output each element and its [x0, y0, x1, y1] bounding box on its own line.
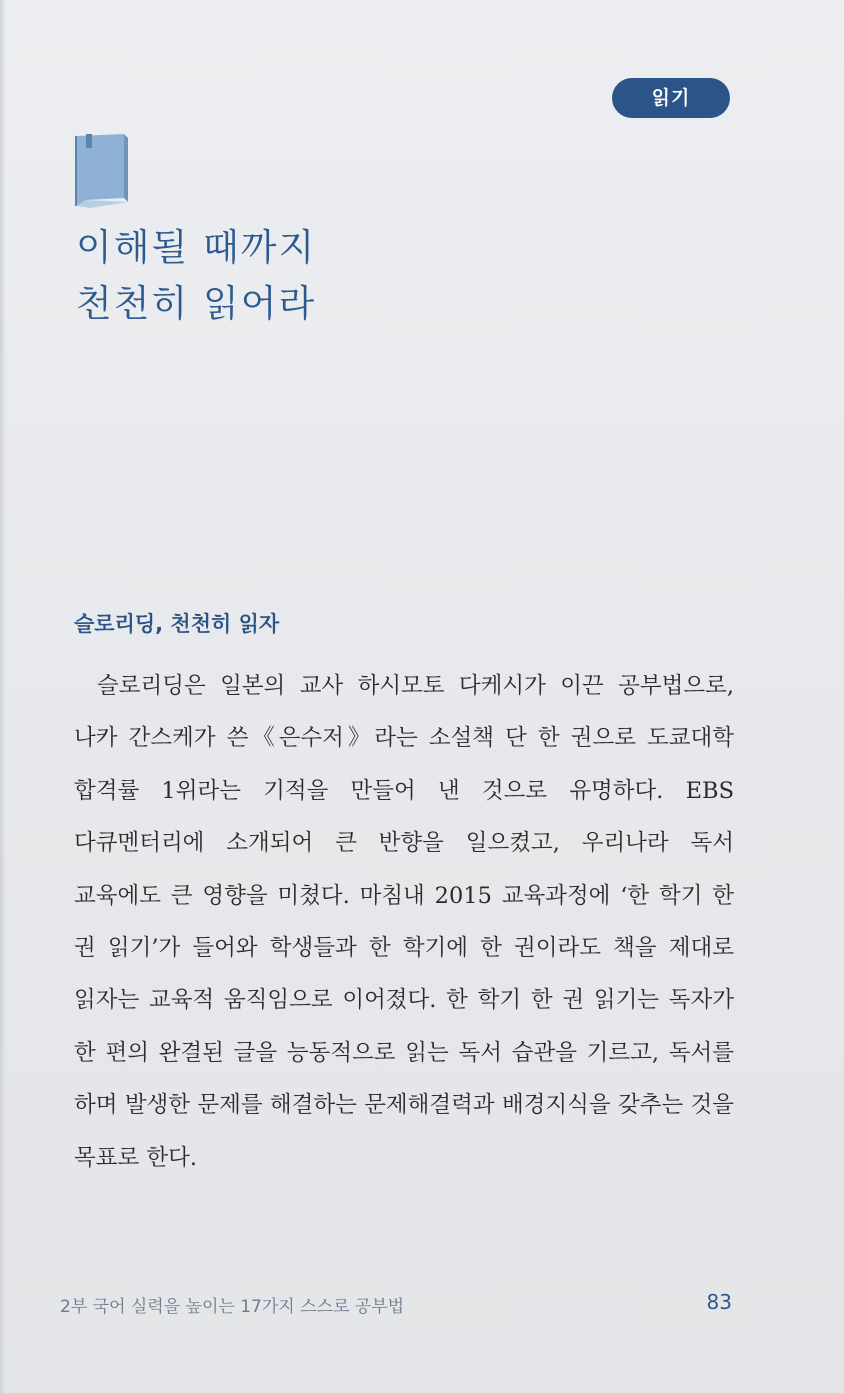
section-tag-label: 읽기: [651, 87, 691, 109]
section-tag: [612, 78, 730, 118]
page-number: 83: [706, 1290, 732, 1314]
section-heading: 슬로리딩, 천천히 읽자: [74, 612, 280, 636]
page-edge-shadow: [0, 0, 6, 1393]
chapter-title: [76, 220, 316, 332]
body-paragraph: 슬로리딩은 일본의 교사 하시모토 다케시가 이끈 공부법으로, 나카 간스케가 쓴《은수저》라는 소설책 단 한 권으로 도쿄대학 합격률 1위라는 기적을 만들어 낸 것으로 유명하다. EBS 다큐멘터리에 소개되어 큰 반향을 일으켰고, 우리나라 독서 교육에도 큰 영향을 미쳤다. 마침내 2015 교육과정에 ‘한 학기 한 권 읽기’가 들어와 학생들과 한 학기에 한 권이라도 책을 제대로 읽자는 교육적 움직임으로 이어졌다. 한 학기 한 권 읽기는 독자가 한 편의 완결된 글을 능동적으로 읽는 독서 습관을 기르고, 독서를 하며 발생한 문제를 해결하는 문제해결력과 배경지식을 갖추는 것을 목표로 한다.: [74, 673, 734, 1171]
book-icon: [74, 130, 130, 210]
chapter-title-line-2: 천천히 읽어라: [76, 282, 317, 325]
running-footer-title: 2부 국어 실력을 높이는 17가지 스스로 공부법: [60, 1297, 405, 1317]
chapter-title-line-1: 이해될 때까지: [76, 226, 317, 269]
